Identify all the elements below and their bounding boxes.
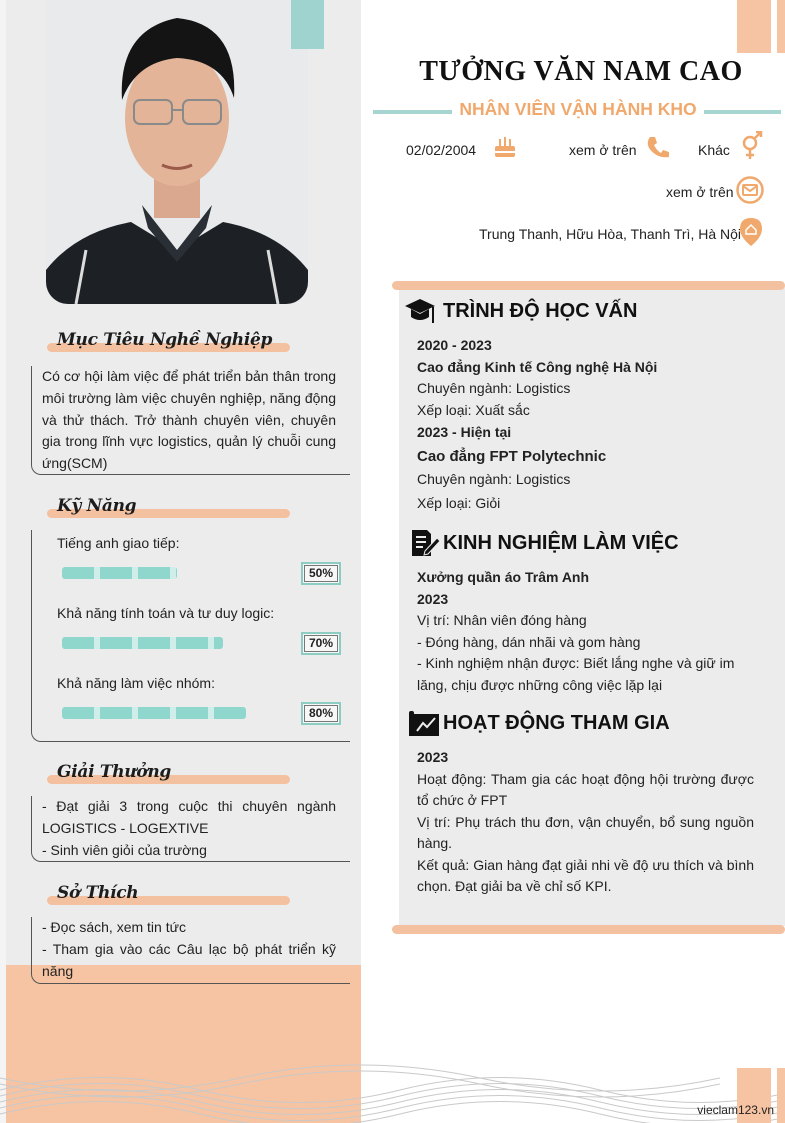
skill-progress-bar: [62, 707, 246, 719]
experience-position: Vị trí: Nhân viên đóng hàng: [417, 612, 587, 628]
education-heading: TRÌNH ĐỘ HỌC VẤN: [443, 300, 638, 322]
decor-strip-top: [777, 0, 785, 53]
experience-task: - Đóng hàng, dán nhãi và gom hàng: [417, 633, 641, 650]
decor-teal-square: [291, 0, 324, 49]
experience-company: Xưởng quần áo Trâm Anh: [417, 569, 590, 585]
birthday-text: 02/02/2004: [406, 142, 477, 158]
education-period: 2023 - Hiện tại: [417, 424, 512, 440]
decor-strip-bottom: [777, 1068, 785, 1123]
email-text: xem ở trên: [666, 184, 734, 200]
graduation-cap-icon: [404, 297, 436, 332]
experience-heading: KINH NGHIỆM LÀM VIỆC: [443, 532, 679, 554]
awards-heading: Giải Thưởng: [57, 762, 172, 782]
address-text: Trung Thanh, Hữu Hòa, Thanh Trì, Hà Nội: [479, 226, 742, 242]
skill-label: Khả năng tính toán và tư duy logic:: [57, 605, 275, 621]
activities-section: [417, 747, 754, 898]
objective-heading: Mục Tiêu Nghề Nghiệp: [57, 330, 273, 350]
experience-section: [417, 567, 747, 696]
skills-heading: Kỹ Năng: [57, 496, 137, 516]
job-title: NHÂN VIÊN VẬN HÀNH KHO: [452, 99, 704, 120]
education-major: Chuyên ngành: Logistics: [417, 471, 571, 487]
hobby-line: - Tham gia vào các Câu lạc bộ phát triển kỹ năng: [42, 940, 336, 979]
gender-icon: [740, 131, 764, 166]
chart-scroll-icon: [408, 710, 440, 743]
hobbies-heading: Sở Thích: [57, 883, 139, 903]
footer-site: vieclam123.vn: [697, 1103, 774, 1117]
hobbies-box: [31, 917, 350, 984]
person-portrait-icon: [46, 0, 308, 304]
skill-progress-bar: [62, 637, 223, 649]
experience-gained: - Kinh nghiệm nhận được: Biết lắng nghe và giữ im lăng, chịu được những công việc lặp lại: [417, 655, 735, 693]
education-major: Chuyên ngành: Logistics: [417, 380, 571, 396]
skill-percent: 70%: [301, 632, 341, 655]
activity-year: 2023: [417, 749, 449, 765]
activity-result: Kết quả: Gian hàng đạt giải nhi về độ ưu thích và bình chọn. Đạt giải ba về chỉ số KPI.: [417, 856, 754, 894]
decor-block-top: [737, 0, 771, 53]
skill-percent: 80%: [301, 702, 341, 725]
award-line: - Đạt giải 3 trong cuộc thi chuyên ngành: [42, 798, 336, 814]
education-period: 2020 - 2023: [417, 337, 492, 353]
awards-box: [31, 796, 350, 862]
cake-icon: [492, 133, 518, 164]
phone-icon: [645, 134, 671, 165]
skill-label: Tiếng anh giao tiếp:: [57, 535, 180, 551]
skill-percent: 50%: [301, 562, 341, 585]
objective-box: [31, 366, 350, 475]
skill-label: Khả năng làm việc nhóm:: [57, 675, 215, 691]
bottom-divider-bar: [392, 925, 785, 934]
hobby-line: - Đọc sách, xem tin tức: [42, 919, 186, 935]
objective-text: Có cơ hội làm việc để phát triển bản thân trong môi trường làm việc chuyên nghiệp, năng động và thử thách. Trở thành chuyên viên, chuyên gia trong lĩnh vực logistics, quản lý chuỗi cung ứng(SCM): [42, 368, 336, 472]
email-icon: [736, 176, 764, 209]
activities-heading: HOẠT ĐỘNG THAM GIA: [443, 712, 670, 734]
award-line: - Sinh viên giỏi của trường: [42, 841, 207, 858]
experience-year: 2023: [417, 590, 449, 607]
phone-text: xem ở trên: [569, 142, 637, 158]
education-grade: Xếp loại: Xuất sắc: [417, 401, 530, 418]
location-pin-icon: [739, 217, 763, 252]
education-section: [417, 335, 757, 514]
education-school: Cao đẳng FPT Polytechnic: [417, 447, 607, 465]
skill-progress-bar: [62, 567, 177, 579]
education-grade: Xếp loại: Giỏi: [417, 494, 501, 511]
activity-description: Hoạt động: Tham gia các hoạt động hội trường được tổ chức ở FPT: [417, 770, 754, 808]
wave-decoration: [0, 1060, 785, 1123]
profile-photo: [46, 0, 308, 304]
top-divider-bar: [392, 281, 785, 290]
award-line: LOGISTICS - LOGEXTIVE: [42, 819, 209, 836]
edit-document-icon: [409, 529, 441, 562]
education-school: Cao đẳng Kinh tế Công nghệ Hà Nội: [417, 358, 658, 375]
activity-role: Vị trí: Phụ trách thu đơn, vận chuyển, bổ sung nguồn hàng.: [417, 813, 754, 851]
candidate-name: TƯỞNG VĂN NAM CAO: [419, 56, 743, 87]
gender-text: Khác: [698, 142, 730, 158]
